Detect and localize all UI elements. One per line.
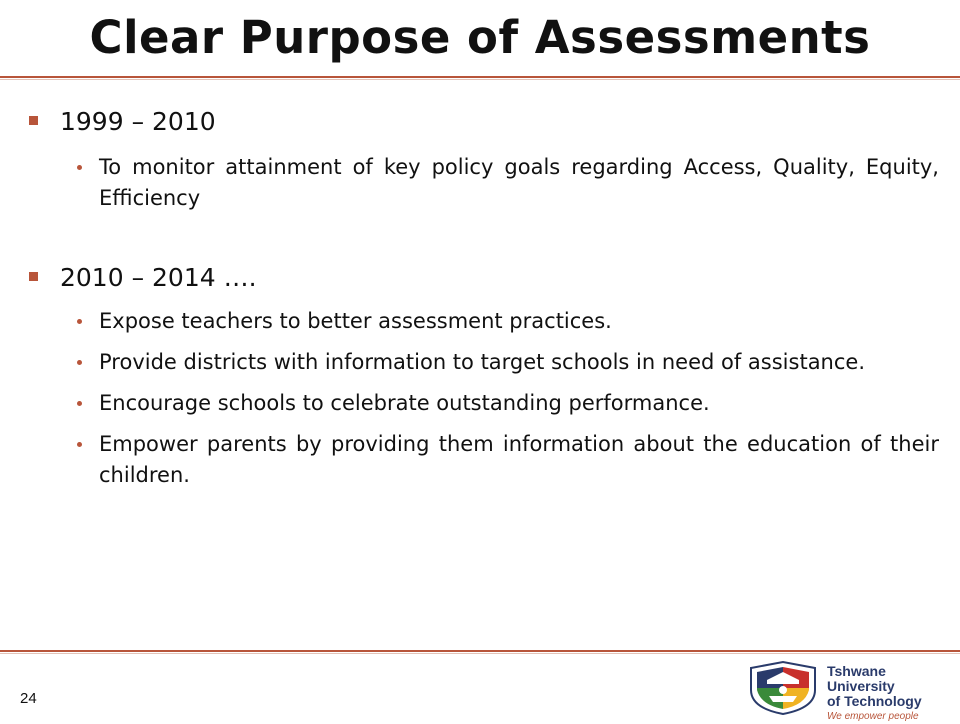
square-bullet-icon [29,116,38,125]
section-1999-2010 [27,104,939,214]
bullet-list [27,152,939,214]
section-heading [27,104,939,140]
list-item-text: Encourage schools to celebrate outstanding performance. [99,391,710,415]
logo-text [827,664,955,724]
title-divider-shadow [0,79,960,80]
round-bullet-icon [77,401,82,406]
bullet-list [27,306,939,491]
section-2010-2014 [27,260,939,491]
footer-divider-shadow [0,653,960,654]
list-item [27,152,939,214]
list-item-text: To monitor attainment of key policy goals regarding Access, Quality, Equity, Efficiency [99,155,939,210]
list-item-text: Expose teachers to better assessment practices. [99,309,612,333]
footer-divider [0,650,960,652]
list-item-text: Provide districts with information to target schools in need of assistance. [99,350,866,374]
section-heading-text: 2010 – 2014 …. [60,263,257,292]
logo-tagline: We empower people [827,711,919,722]
list-item-text: Empower parents by providing them information about the education of their children. [99,432,939,487]
round-bullet-icon [77,442,82,447]
university-crest-icon [745,660,821,716]
section-heading-text: 1999 – 2010 [60,107,216,136]
page-number: 24 [20,690,37,707]
slide-title: Clear Purpose of Assessments [89,11,871,64]
list-item [27,347,939,378]
logo-name-line1: Tshwane University [827,663,895,694]
list-item [27,388,939,419]
section-heading [27,260,939,296]
round-bullet-icon [77,319,82,324]
round-bullet-icon [77,165,82,170]
title-divider [0,76,960,78]
slide-content [27,104,939,501]
list-item [27,429,939,491]
university-logo [745,660,955,722]
square-bullet-icon [29,272,38,281]
list-item [27,306,939,337]
logo-name-line2: of Technology [827,693,922,709]
round-bullet-icon [77,360,82,365]
